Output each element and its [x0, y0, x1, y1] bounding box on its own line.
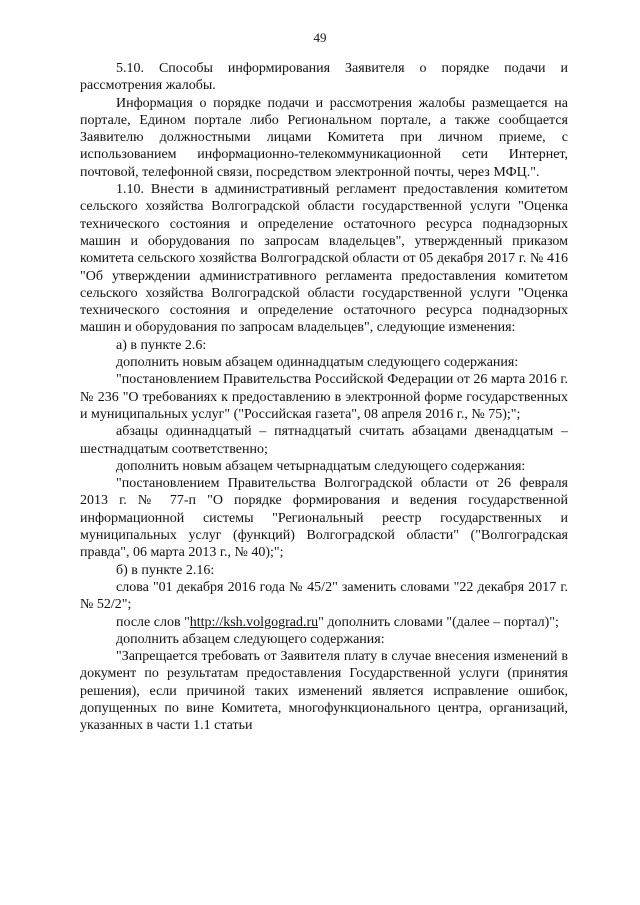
paragraph-add-paragraph: дополнить абзацем следующего содержания: [116, 631, 385, 647]
paragraph-1-10-amendment: 1.10. Внести в административный регламент предоставления комитетом сельского хозяйства Волгоградской области государственной услуги "Оценка технического состояния и определение остаточного ресурса поднадзорных машин и оборудования по запросам владельцев", утвержденный приказом комитета сельского хозяйства Волгоградской области от 05 декабря 2017 г. № 416 "Об утверждении административного регламента предоставления комитетом сельского хозяйства Волгоградской области государственной услуги "Оценка технического состояния и определение остаточного ресурса поднадзорных машин и оборудования по запросам владельцев", следующие изменения: [80, 182, 568, 336]
paragraph-after-link-pre: после слов " [116, 614, 190, 630]
paragraph-item-a: а) в пункте 2.6: [116, 337, 207, 353]
document-body [80, 60, 568, 735]
paragraph-complaint-info: Информация о порядке подачи и рассмотрения жалобы размещается на портале, Едином портале либо Региональном портале, а также сообщается Заявителю должностными лицами Комитета при личном приеме, с использованием информационно-телекоммуникационной сети Интернет, почтовой, телефонной связи, посредством электронной почты, через МФЦ.". [80, 95, 568, 180]
page-number: 49 [313, 30, 327, 45]
paragraph-item-b: б) в пункте 2.16: [116, 562, 215, 578]
paragraph-government-decree-236: "постановлением Правительства Российской Федерации от 26 марта 2016 г. № 236 "О требованиях к предоставлению в электронной форме государственных и муниципальных услуг" ("Российская газета", 08 апреля 2016 г., № 75);"; [80, 372, 568, 422]
paragraph-regional-decree-77p: "постановлением Правительства Волгоградской области от 26 февраля 2013 г. № 77-п "О порядке формирования и ведения государственной информационной системы "Региональный реестр государственных и муниципальных услуг (функций) Волгоградской области" ("Волгоградская правда", 06 марта 2013 г., № 40);"; [80, 476, 568, 561]
paragraph-5-10-heading: 5.10. Способы информирования Заявителя о порядке подачи и рассмотрения жалобы. [80, 61, 568, 94]
portal-link[interactable]: http://ksh.volgograd.ru [189, 614, 319, 630]
paragraph-after-link-post: " дополнить словами "(далее – портал)"; [318, 614, 559, 630]
paragraph-renumber: абзацы одиннадцатый – пятнадцатый считать абзацами двенадцатым – шестнадцатым соответственно; [80, 424, 568, 457]
paragraph-add-eleventh: дополнить новым абзацем одиннадцатым следующего содержания: [116, 355, 519, 371]
paragraph-replace-words: слова "01 декабря 2016 года № 45/2" заменить словами "22 декабря 2017 г. № 52/2"; [80, 579, 568, 613]
paragraph-add-fourteenth: дополнить новым абзацем четырнадцатым следующего содержания: [116, 458, 526, 474]
paragraph-prohibition: "Запрещается требовать от Заявителя плату в случае внесения изменений в документ по результатам предоставления Государственной услуги (принятия решения), если причиной таких изменений является исправление ошибок, допущенных по вине Комитета, многофункционального центра, организаций, указанных в части 1.1 статьи [80, 649, 568, 734]
paragraph-after-link [80, 614, 568, 631]
